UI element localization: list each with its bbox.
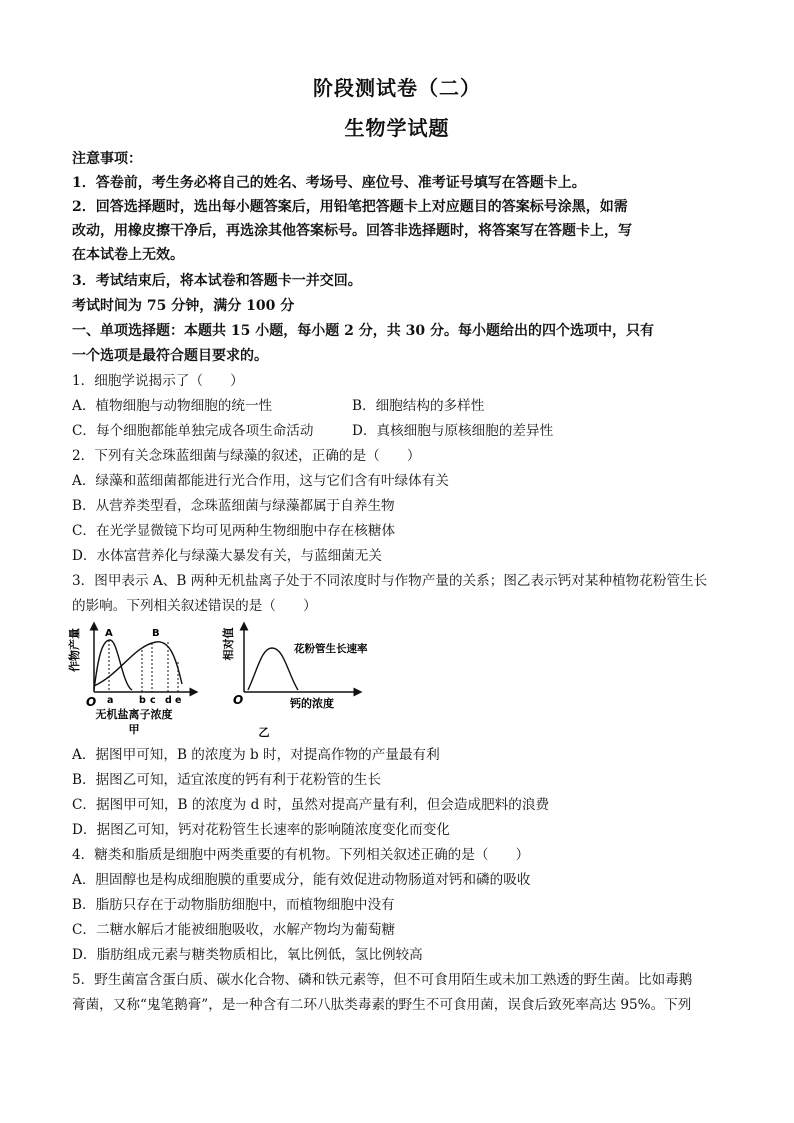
q5-stem-line-1: 5．野生菌富含蛋白质、碳水化合物、磷和铁元素等，但不可食用陌生或未加工熟透的野生菌。比如毒鹅 xyxy=(72,972,693,988)
q1-option-b: B．细胞结构的多样性 xyxy=(352,398,485,414)
q1-option-c: C．每个细胞都能单独完成各项生命活动 xyxy=(72,423,314,439)
q3-stem-line-2: 的影响。下列相关叙述错误的是（ ） xyxy=(72,598,317,614)
notes-heading: 注意事项： xyxy=(72,151,142,167)
page-title: 阶段测试卷（二） xyxy=(313,76,481,100)
graph-jia-origin: O xyxy=(86,695,97,709)
q4-option-d: D．脂肪组成元素与糖类物质相比，氧比例低，氢比例较高 xyxy=(72,947,423,963)
exam-time: 考试时间为 75 分钟，满分 100 分 xyxy=(72,298,295,314)
q2-stem: 2．下列有关念珠蓝细菌与绿藻的叙述，正确的是（ ） xyxy=(72,448,421,464)
section-heading-line-1: 一、单项选择题：本题共 15 小题，每小题 2 分，共 30 分。每小题给出的四个选项中，只有 xyxy=(72,323,654,339)
q3-option-d: D．据图乙可知，钙对花粉管生长速率的影响随浓度变化而变化 xyxy=(72,822,450,838)
q4-stem: 4．糖类和脂质是细胞中两类重要的有机物。下列相关叙述正确的是（ ） xyxy=(72,847,530,863)
page-subtitle: 生物学试题 xyxy=(344,116,450,140)
note-2-line-1: 2．回答选择题时，选出每小题答案后，用铅笔把答题卡上对应题目的答案标号涂黑，如需 xyxy=(72,199,628,215)
tick-c: c xyxy=(150,695,156,706)
q2-option-a: A．绿藻和蓝细菌都能进行光合作用，这与它们含有叶绿体有关 xyxy=(72,473,449,489)
q1-stem: 1．细胞学说揭示了（ ） xyxy=(72,373,244,389)
graph-jia-ylabel: 作物产量 xyxy=(68,628,81,672)
q4-option-a: A．胆固醇也是构成细胞膜的重要成分，能有效促进动物肠道对钙和磷的吸收 xyxy=(72,872,531,888)
graph-yi-origin: O xyxy=(233,693,244,707)
graph-jia-curve-b xyxy=(94,642,182,686)
graph-yi xyxy=(221,626,368,739)
section-heading-line-2: 一个选项是最符合题目要求的。 xyxy=(72,348,268,364)
q3-option-a: A．据图甲可知，B 的浓度为 b 时，对提高作物的产量最有利 xyxy=(72,747,440,763)
tick-a: a xyxy=(107,695,114,706)
note-3: 3．考试结束后，将本试卷和答题卡一并交回。 xyxy=(72,273,362,289)
graph-yi-caption: 乙 xyxy=(258,726,270,739)
graph-jia-label-a: A xyxy=(105,628,113,639)
graph-jia-label-b: B xyxy=(152,628,160,639)
tick-b: b xyxy=(139,695,146,706)
q3-option-b: B．据图乙可知，适宜浓度的钙有利于花粉管的生长 xyxy=(72,772,382,788)
tick-e: e xyxy=(175,695,182,706)
q3-option-c: C．据图甲可知，B 的浓度为 d 时，虽然对提高产量有利，但会造成肥料的浪费 xyxy=(72,797,550,813)
q3-stem-line-1: 3．图甲表示 A、B 两种无机盐离子处于不同浓度时与作物产量的关系；图乙表示钙对某种植物花粉管生长 xyxy=(72,573,708,589)
q1-option-d: D．真核细胞与原核细胞的差异性 xyxy=(352,423,554,439)
graph-yi-ylabel: 相对值 xyxy=(222,627,235,661)
graph-jia-caption: 甲 xyxy=(128,723,140,736)
q4-option-c: C．二糖水解后才能被细胞吸收，水解产物均为葡萄糖 xyxy=(72,922,396,938)
graph-yi-xlabel: 钙的浓度 xyxy=(290,697,334,710)
q2-option-c: C．在光学显微镜下均可见两种生物细胞中存在核糖体 xyxy=(72,523,396,539)
q3-figure xyxy=(68,618,432,742)
q3-figure-graphs xyxy=(68,618,432,742)
graph-jia xyxy=(67,626,194,736)
note-2-line-2: 改动，用橡皮擦干净后，再选涂其他答案标号。回答非选择题时，将答案写在答题卡上，写 xyxy=(72,223,632,239)
q2-option-d: D．水体富营养化与绿藻大暴发有关，与蓝细菌无关 xyxy=(72,548,382,564)
tick-d: d xyxy=(165,695,172,706)
graph-yi-curve-label: 花粉管生长速率 xyxy=(294,643,368,655)
note-2-line-3: 在本试卷上无效。 xyxy=(72,247,184,263)
graph-jia-xlabel: 无机盐离子浓度 xyxy=(95,708,173,721)
q2-option-b: B．从营养类型看，念珠蓝细菌与绿藻都属于自养生物 xyxy=(72,498,395,514)
q5-stem-line-2: 膏菌，又称“鬼笔鹅膏”，是一种含有二环八肽类毒素的野生不可食用菌，误食后致死率高达 95%。下列 xyxy=(72,997,692,1013)
note-1: 1．答卷前，考生务必将自己的姓名、考场号、座位号、准考证号填写在答题卡上。 xyxy=(72,175,586,191)
q4-option-b: B．脂肪只存在于动物脂肪细胞中，而植物细胞中没有 xyxy=(72,897,395,913)
graph-yi-curve xyxy=(248,648,298,690)
q1-option-a: A．植物细胞与动物细胞的统一性 xyxy=(72,398,273,414)
